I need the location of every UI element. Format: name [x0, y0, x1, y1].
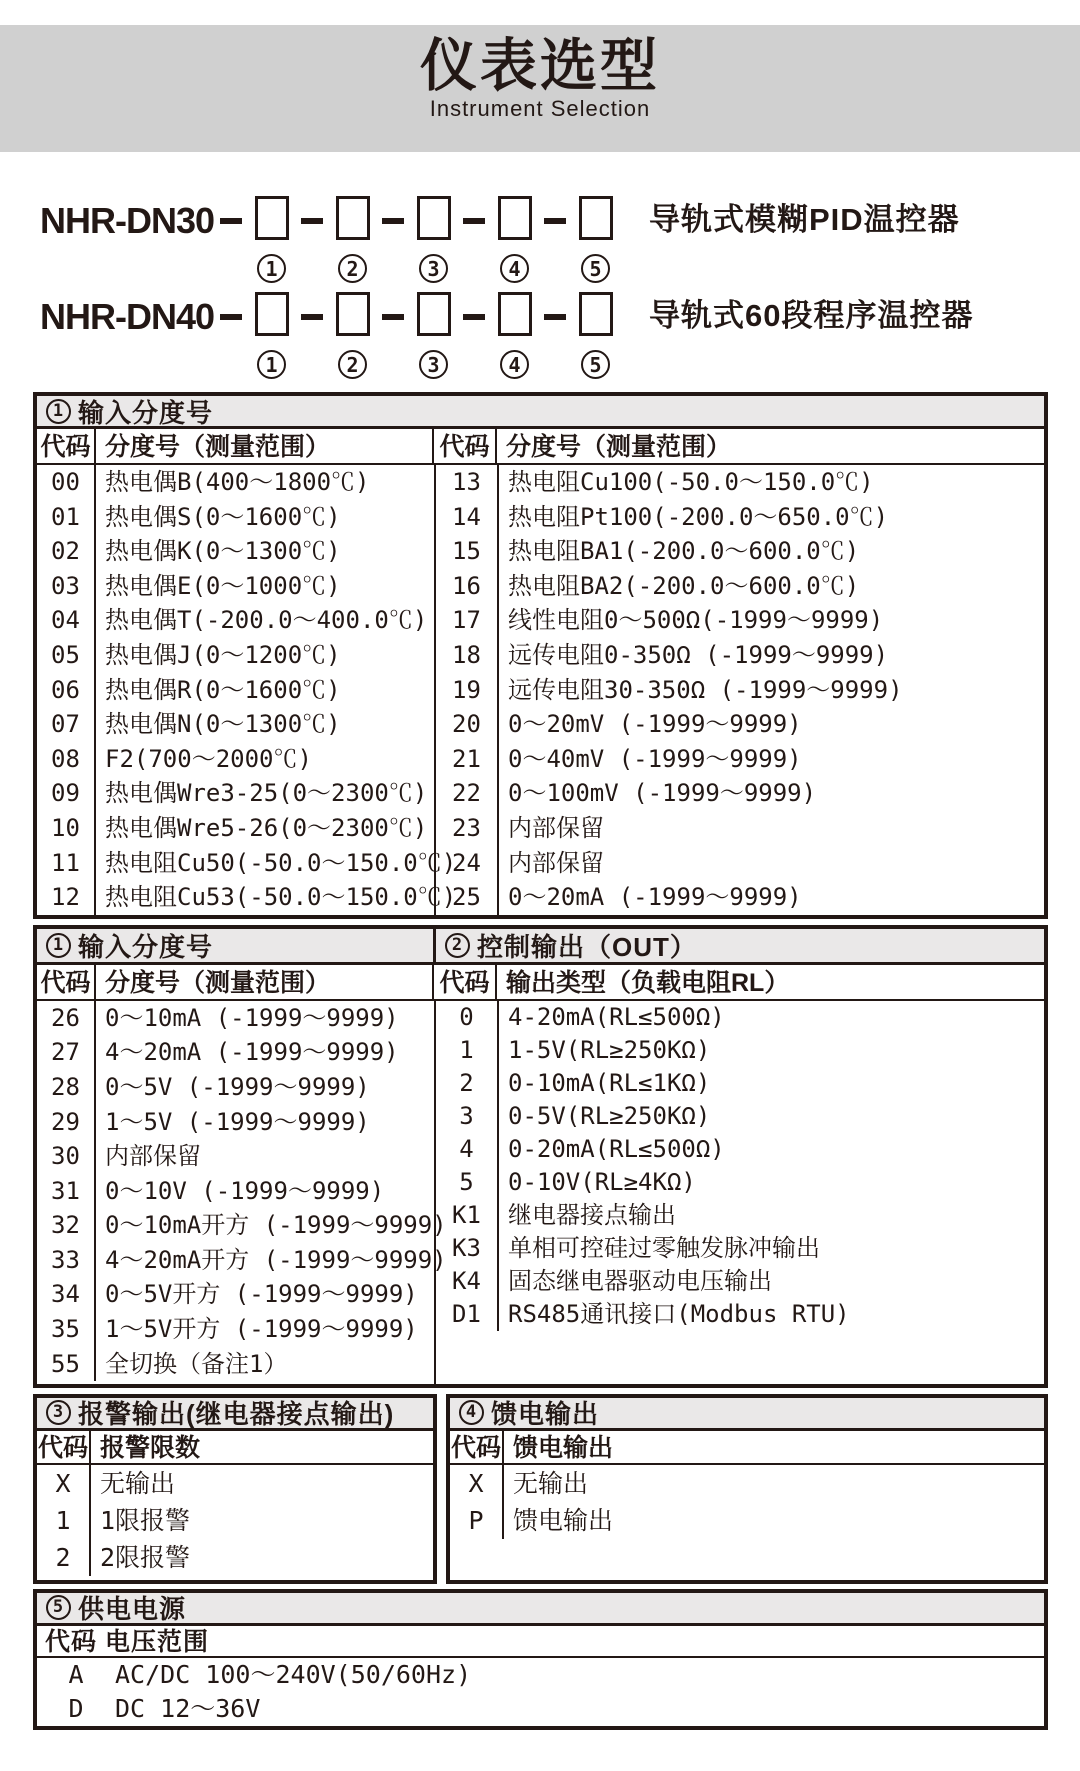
row-code: 0: [436, 1001, 499, 1034]
row-code: X: [450, 1465, 504, 1502]
table-row: [37, 1070, 434, 1105]
model-description: 导轨式60段程序温控器: [649, 298, 974, 333]
row-code: 1: [37, 1502, 91, 1539]
model-code-diagram: [40, 196, 1080, 388]
page-banner: [0, 25, 1080, 152]
row-code: 35: [37, 1312, 96, 1347]
row-code: 29: [37, 1105, 96, 1140]
input-graduation-table-1: [33, 392, 1048, 919]
row-desc: 4-20mA(RL≤500Ω): [508, 1002, 725, 1031]
column-header-row: 代码 电压范围: [37, 1626, 1044, 1658]
table-row: [436, 1298, 1044, 1331]
model-code-box: [579, 196, 613, 240]
column-header-row: [37, 1431, 433, 1465]
position-number-badge: 5: [581, 350, 610, 379]
position-number-badge: 1: [257, 350, 286, 379]
column-header-desc: 输出类型（负载电阻RL）: [506, 968, 790, 997]
section-title: 输入分度号: [78, 931, 214, 962]
table2-right-rows: [436, 1001, 1044, 1384]
row-desc: 内部保留: [105, 1142, 201, 1171]
table-row: [37, 603, 434, 638]
table-row: [37, 1277, 434, 1312]
table-row: [450, 1465, 1044, 1502]
row-code: 28: [37, 1070, 96, 1105]
table-row: [37, 707, 434, 742]
row-code: K1: [436, 1199, 499, 1232]
row-desc: 固态继电器驱动电压输出: [508, 1266, 772, 1295]
model-name: NHR-DN40: [40, 296, 215, 337]
column-header-code: 代码: [434, 965, 497, 999]
row-desc: 0～10mA开方 (-1999～9999): [105, 1211, 447, 1240]
row-code: 21: [436, 742, 499, 777]
model-code-box: [417, 292, 451, 336]
column-header-desc: 馈电输出: [513, 1433, 614, 1462]
table-row: [436, 1265, 1044, 1298]
section-title: 馈电输出: [491, 1399, 600, 1430]
table-row: [436, 811, 1044, 846]
row-desc: 0～10V (-1999～9999): [105, 1176, 385, 1205]
row-code: 08: [37, 742, 96, 777]
row-code: 55: [37, 1347, 96, 1382]
model-row-dn30: [40, 196, 1080, 292]
row-desc: DC 12～36V: [115, 1693, 261, 1723]
table-row: [37, 880, 457, 915]
table-row: [37, 1465, 433, 1502]
column-header-code: 代码: [450, 1431, 504, 1463]
table-row: [37, 1312, 434, 1347]
section-number-badge: 1: [46, 933, 71, 958]
table-row: [37, 638, 434, 673]
row-desc: 内部保留: [508, 813, 604, 842]
column-header-desc: 分度号（测量范围）: [96, 965, 434, 999]
column-header-code: 代码: [37, 965, 96, 999]
row-code: X: [37, 1465, 91, 1502]
dash-icon: [544, 314, 566, 320]
table-row: [37, 1347, 434, 1382]
table-row: [37, 1243, 447, 1278]
position-number-badge: 1: [257, 254, 286, 283]
column-header-row: [37, 965, 1044, 1001]
row-code: 4: [436, 1133, 499, 1166]
row-desc: 热电阻Cu53(-50.0～150.0℃): [105, 883, 457, 912]
position-number-badge: 3: [419, 254, 448, 283]
table-row: [436, 569, 1044, 604]
position-number-badge: 5: [581, 254, 610, 283]
table-row: [37, 1208, 447, 1243]
row-code: 09: [37, 776, 96, 811]
row-code: D: [68, 1693, 84, 1723]
row-code: 04: [37, 603, 96, 638]
table-row: [37, 1035, 434, 1070]
model-code-box: [255, 196, 289, 240]
row-desc: 0-5V(RL≥250KΩ): [508, 1101, 711, 1130]
table-row: [37, 1658, 1044, 1692]
table-row: [37, 776, 434, 811]
row-code: 17: [436, 603, 499, 638]
row-code: 19: [436, 673, 499, 708]
row-desc: 热电阻Cu50(-50.0～150.0℃): [105, 848, 457, 877]
row-code: 5: [436, 1166, 499, 1199]
row-code: 06: [37, 673, 96, 708]
row-code: 11: [37, 846, 96, 881]
column-header-row: [37, 429, 1044, 465]
row-code: 00: [37, 465, 96, 500]
row-desc: 热电阻Cu100(-50.0～150.0℃): [508, 468, 874, 496]
table1-right-rows: [436, 465, 1044, 915]
row-code: 3: [436, 1100, 499, 1133]
table-row: [436, 1034, 1044, 1067]
row-desc: 0-20mA(RL≤500Ω): [508, 1134, 725, 1163]
model-code-box: [336, 292, 370, 336]
table-row: [436, 776, 1044, 811]
row-code: 22: [436, 776, 499, 811]
row-code: 14: [436, 500, 499, 535]
row-desc: 热电偶S(0～1600℃): [105, 502, 341, 531]
row-code: 23: [436, 811, 499, 846]
row-desc: 1限报警: [100, 1505, 191, 1535]
row-desc: 2限报警: [100, 1542, 191, 1572]
column-header-code: 代码: [37, 429, 96, 463]
alarm-output-table: [33, 1394, 437, 1584]
table5-rows: [37, 1658, 1044, 1726]
table1-left-rows: [37, 465, 457, 915]
table-row: [436, 534, 1044, 569]
table-row: [37, 742, 434, 777]
row-desc: 0～20mV (-1999～9999): [508, 710, 802, 739]
table-row: [436, 846, 1044, 881]
row-desc: 0～5V (-1999～9999): [105, 1072, 370, 1101]
table-row: [436, 707, 1044, 742]
section-title: 控制输出（OUT）: [477, 931, 697, 962]
row-desc: 0-10V(RL≥4KΩ): [508, 1167, 696, 1196]
row-desc: 内部保留: [508, 848, 604, 877]
dash-icon: [544, 218, 566, 224]
row-code: 05: [37, 638, 96, 673]
row-code: 27: [37, 1035, 96, 1070]
row-code: 02: [37, 534, 96, 569]
row-code: 01: [37, 500, 96, 535]
model-row-dn40: [40, 292, 1080, 388]
row-code: 34: [37, 1277, 96, 1312]
dash-icon: [220, 218, 242, 224]
table-row: [436, 465, 1044, 500]
table-row: [436, 673, 1044, 708]
model-code-box: [579, 292, 613, 336]
power-supply-table: [33, 1589, 1048, 1730]
table-row: [37, 465, 434, 500]
table-row: [436, 638, 1044, 673]
model-code-box: [498, 196, 532, 240]
table-row: [436, 1199, 1044, 1232]
dash-icon: [382, 218, 404, 224]
row-code: 33: [37, 1243, 96, 1278]
model-code-box: [498, 292, 532, 336]
dash-icon: [220, 314, 242, 320]
section-header-control-output: [436, 929, 1044, 962]
row-desc: 单相可控硅过零触发脉冲输出: [508, 1233, 820, 1262]
feed-output-table: [446, 1394, 1048, 1584]
row-code: 32: [37, 1208, 96, 1243]
row-desc: 热电偶Wre3-25(0～2300℃): [105, 779, 428, 808]
page-title: 仪表选型: [420, 34, 660, 98]
dash-icon: [382, 314, 404, 320]
column-header-code: 代码: [434, 429, 497, 463]
table-row: [436, 742, 1044, 777]
dash-icon: [463, 314, 485, 320]
table-row: [450, 1502, 1044, 1539]
row-desc: 0～40mV (-1999～9999): [508, 744, 802, 773]
row-desc: 远传电阻0-350Ω (-1999～9999): [508, 640, 889, 669]
row-code: 03: [37, 569, 96, 604]
table3-rows: [37, 1465, 433, 1576]
model-name: NHR-DN30: [40, 200, 215, 241]
table-row: [436, 500, 1044, 535]
row-code: K3: [436, 1232, 499, 1265]
model-code-box: [336, 196, 370, 240]
row-code: 30: [37, 1139, 96, 1174]
row-code: 24: [436, 846, 499, 881]
section-number-badge: 3: [46, 1400, 71, 1425]
table-row: [37, 1502, 433, 1539]
table-row: [436, 1166, 1044, 1199]
row-desc: 无输出: [513, 1468, 589, 1498]
dash-icon: [301, 314, 323, 320]
table-row: [37, 1174, 434, 1209]
section-title: 输入分度号: [78, 397, 214, 428]
row-code: 15: [436, 534, 499, 569]
dash-icon: [301, 218, 323, 224]
column-header-row: [450, 1431, 1044, 1465]
page-subtitle: Instrument Selection: [429, 96, 651, 121]
row-desc: 0～20mA (-1999～9999): [508, 883, 802, 912]
row-desc: 热电偶K(0～1300℃): [105, 537, 341, 566]
table4-rows: [450, 1465, 1044, 1539]
model-code-box: [255, 292, 289, 336]
row-desc: 远传电阻30-350Ω (-1999～9999): [508, 675, 903, 704]
table-row: [37, 846, 457, 881]
table-row: [37, 500, 434, 535]
row-code: 1: [436, 1034, 499, 1067]
row-desc: 0～100mV (-1999～9999): [508, 779, 817, 808]
dash-icon: [463, 218, 485, 224]
row-desc: 4～20mA开方 (-1999～9999): [105, 1245, 447, 1274]
row-desc: 4～20mA (-1999～9999): [105, 1038, 399, 1067]
row-desc: 热电阻BA1(-200.0～600.0℃): [508, 537, 860, 566]
row-code: K4: [436, 1265, 499, 1298]
section-number-badge: 1: [46, 399, 71, 424]
table-row: [436, 603, 1044, 638]
section-number-badge: 5: [46, 1595, 71, 1620]
row-desc: AC/DC 100～240V(50/60Hz): [115, 1659, 472, 1689]
table-row: [436, 1100, 1044, 1133]
row-code: 18: [436, 638, 499, 673]
row-desc: 线性电阻0～500Ω(-1999～9999): [508, 606, 884, 635]
row-code: 10: [37, 811, 96, 846]
row-desc: 热电阻BA2(-200.0～600.0℃): [508, 571, 860, 600]
table2-left-rows: [37, 1001, 447, 1384]
table-row: [436, 1232, 1044, 1265]
row-desc: 热电偶Wre5-26(0～2300℃): [105, 813, 428, 842]
row-desc: 热电偶J(0～1200℃): [105, 640, 341, 669]
position-number-badge: 3: [419, 350, 448, 379]
row-desc: 1-5V(RL≥250KΩ): [508, 1035, 711, 1064]
model-code-box: [417, 196, 451, 240]
row-code: 16: [436, 569, 499, 604]
model-description: 导轨式模糊PID温控器: [649, 202, 960, 237]
section-header-alarm: [37, 1398, 433, 1431]
input-and-control-output-table: [33, 925, 1048, 1388]
table-row: [37, 569, 434, 604]
row-desc: 继电器接点输出: [508, 1200, 676, 1229]
row-desc: 热电偶T(-200.0～400.0℃): [105, 606, 428, 635]
row-code: 2: [37, 1539, 91, 1576]
section-title: 报警输出(继电器接点输出): [78, 1399, 395, 1430]
row-desc: 热电偶R(0～1600℃): [105, 675, 341, 704]
row-desc: 无输出: [100, 1468, 176, 1498]
row-code: D1: [436, 1298, 499, 1331]
table-row: [37, 1692, 1044, 1726]
position-number-badge: 2: [338, 350, 367, 379]
section-header-feed: [450, 1398, 1044, 1431]
row-code: P: [450, 1502, 504, 1539]
section-number-badge: 2: [445, 933, 470, 958]
row-code: 12: [37, 880, 96, 915]
row-desc: 热电偶B(400～1800℃): [105, 468, 370, 496]
row-desc: 0～5V开方 (-1999～9999): [105, 1280, 418, 1309]
table-row: [436, 1001, 1044, 1034]
table-row: [37, 1139, 434, 1174]
table-row: [37, 1539, 433, 1576]
position-number-badge: 2: [338, 254, 367, 283]
row-desc: 馈电输出: [513, 1505, 614, 1535]
table-row: [37, 1105, 434, 1140]
row-code: 31: [37, 1174, 96, 1209]
column-header-desc: 报警限数: [100, 1433, 201, 1462]
section-header-power: [37, 1593, 1044, 1626]
row-code: 26: [37, 1001, 96, 1036]
table-row: [37, 1001, 434, 1036]
row-desc: 热电阻Pt100(-200.0～650.0℃): [508, 502, 889, 531]
row-code: A: [68, 1659, 84, 1689]
table-row: [37, 673, 434, 708]
row-desc: 1～5V开方 (-1999～9999): [105, 1315, 418, 1344]
table-row: [436, 1133, 1044, 1166]
row-desc: 1～5V (-1999～9999): [105, 1107, 370, 1136]
row-desc: RS485通讯接口(Modbus RTU): [508, 1299, 850, 1328]
row-code: 20: [436, 707, 499, 742]
row-desc: 热电偶N(0～1300℃): [105, 710, 341, 739]
column-header-code: 代码: [37, 1431, 91, 1463]
row-code: 2: [436, 1067, 499, 1100]
row-desc: 热电偶E(0～1000℃): [105, 571, 341, 600]
column-header-desc: 分度号（测量范围）: [506, 433, 732, 461]
position-number-badge: 4: [500, 254, 529, 283]
row-code: 25: [436, 880, 499, 915]
section-title: 供电电源: [78, 1594, 187, 1625]
position-number-badge: 4: [500, 350, 529, 379]
row-desc: 0～10mA (-1999～9999): [105, 1003, 399, 1032]
row-desc: F2(700～2000℃): [105, 744, 312, 773]
table-row: [37, 811, 434, 846]
section-number-badge: 4: [459, 1400, 484, 1425]
table-row: [436, 880, 1044, 915]
row-desc: 0-10mA(RL≤1KΩ): [508, 1068, 711, 1097]
column-header-desc: 分度号（测量范围）: [96, 429, 434, 463]
row-desc: 全切换（备注1）: [105, 1349, 288, 1378]
section-header-input-cont: [37, 929, 436, 962]
table-row: [436, 1067, 1044, 1100]
row-code: 07: [37, 707, 96, 742]
section-header-input: [37, 396, 1044, 429]
table-row: [37, 534, 434, 569]
row-code: 13: [436, 465, 499, 500]
